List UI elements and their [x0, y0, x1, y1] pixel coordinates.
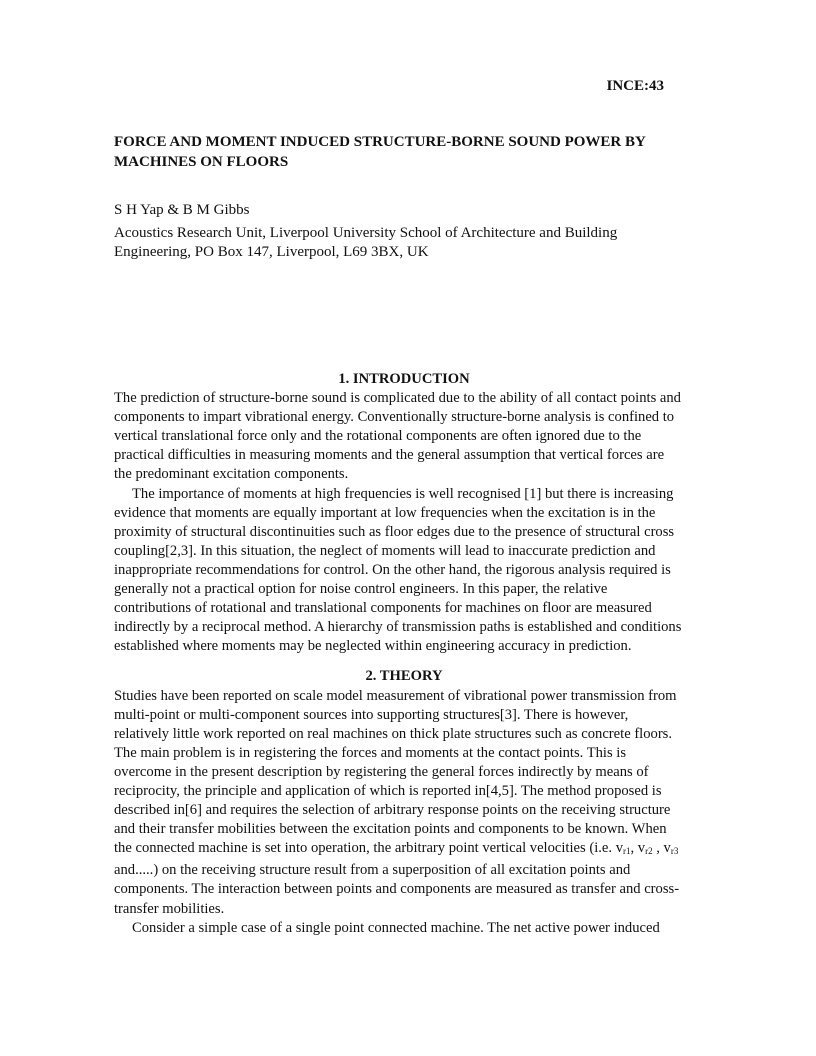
paper-authors: S H Yap & B M Gibbs	[114, 202, 250, 218]
section-heading-theory: 2. THEORY	[365, 668, 443, 685]
paper-code: INCE:43	[606, 78, 664, 94]
velocity-symbol-1: $v_{r1}$	[615, 840, 631, 857]
paragraph-theory-1-text: Studies have been reported on scale model measurement of vibrational power transmission from multi-point or multi-component sources into supporting structures[3]. There is however, relatively little work reported on real machines on thick plate structures such as concrete floors. The main problem is in registering the forces and moments at the contact points. This is overcome in the present description by registering the general forces indirectly by means of reciprocity, the principle and application of which is reported in[4,5]. The method proposed is described in[6] and requires the selection of arbitrary response points on the receiving structure and their transfer mobilities between the excitation points and components to be known. When the connected machine is set into operation, the arbitrary point vertical velocities (i.e.	[114, 687, 677, 857]
paper-affiliation: Acoustics Research Unit, Liverpool University School of Architecture and Building Engineering, PO Box 147, Liverpool, L69 3BX, UK	[114, 225, 618, 260]
paragraph-theory-1-tail: and.....) on the receiving structure result from a superposition of all excitation points and components. The interaction between points and components are measured as transfer and cross- transfer mobilities.	[114, 862, 680, 917]
paragraph-theory-2: Consider a simple case of a single point connected machine. The net active power induced	[132, 919, 660, 936]
paper-title: FORCE AND MOMENT INDUCED STRUCTURE-BORNE SOUND POWER BY MACHINES ON FLOORS	[114, 134, 646, 170]
section-heading-introduction: 1. INTRODUCTION	[338, 371, 470, 387]
paragraph-theory-1: Studies have been reported on scale model measurement of vibrational power transmission from multi-point or multi-component sources into supporting structures[3]. There is however, relatively little work reported on real machines on thick plate structures such as concrete floors. The main problem is in registering the forces and moments at the contact points. This is overcome in the present description by registering the general forces indirectly by means of reciprocity, the principle and application of which is reported in[4,5]. The method proposed is described in[6] and requires the selection of arbitrary response points on the receiving structure and their transfer mobilities between the excitation points and components to be known. When the connected machine is set into operation, the arbitrary point vertical velocities (i.e. $v_{r1}$, $v_{r2}$ , $v_{r3}$ and.....) on the receiving structure result from a superposition of all excitation points and components. The interaction between points and components are measured as transfer and cross- transfer mobilities.	[114, 687, 680, 917]
paper-body	[114, 370, 682, 938]
velocity-symbol-2: $v_{r2}$	[637, 840, 653, 857]
paragraph-intro-1: The prediction of structure-borne sound is complicated due to the ability of all contact points and components to impart vibrational energy. Conventionally structure-borne analysis is confined to vertical translational force only and the rotational components are often ignored due to the practical difficulties in measuring moments and the general assumption that vertical forces are the predominant excitation components.	[114, 390, 681, 483]
section-gap	[114, 656, 682, 667]
velocity-symbol-3: $v_{r3}$	[663, 840, 679, 857]
paragraph-intro-2: The importance of moments at high frequencies is well recognised [1] but there is increasing evidence that moments are equally important at low frequencies when the excitation is in the proximity of structural discontinuities such as floor edges due to the presence of structural cross coupling[2,3]. In this situation, the neglect of moments will lead to inaccurate prediction and inappropriate recommendations for control. On the other hand, the rigorous analysis required is generally not a practical option for noise control engineers. In this paper, the relative contributions of rotational and translational components for machines on floor are measured indirectly by a reciprocal method. A hierarchy of transmission paths is established and conditions established where moments may be neglected within engineering accuracy in prediction.	[114, 485, 682, 655]
